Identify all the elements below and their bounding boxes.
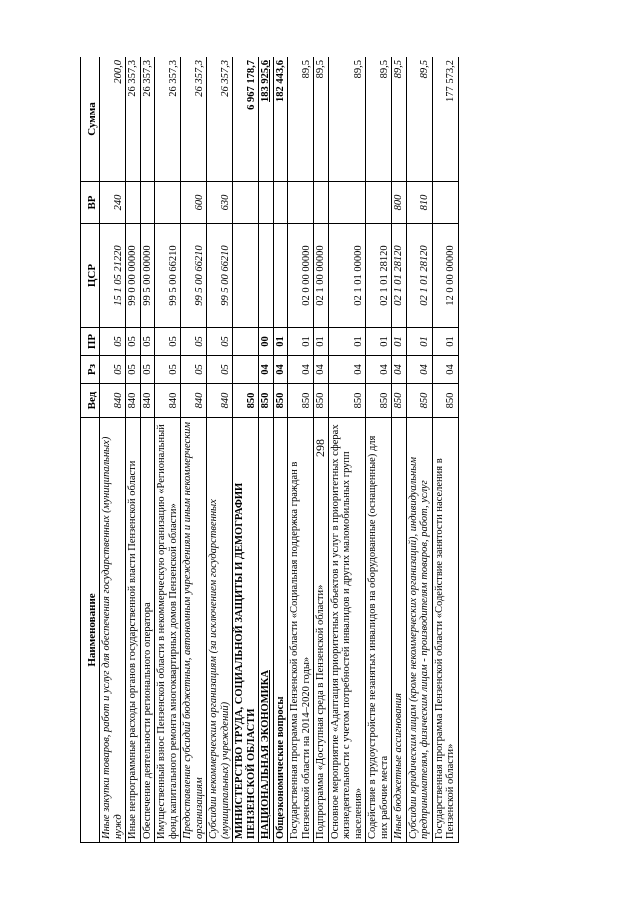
- cell-sum: 183 925,6: [259, 57, 274, 182]
- cell-name: Иные непрограммные расходы органов государственной власти Пензенской области: [126, 418, 141, 843]
- cell-sum: 26 357,3: [126, 57, 141, 182]
- cell-name: Предоставление субсидий бюджетным, автономным учреждениям и иным некоммерческим организациям: [181, 418, 207, 843]
- cell-vr: [314, 182, 329, 224]
- cell-csr: 99 5 00 66210: [207, 224, 233, 328]
- rotated-table-area: [80, 57, 633, 843]
- cell-vr: [328, 182, 366, 224]
- table-header-row: [81, 57, 100, 843]
- cell-sum: 89,5: [314, 57, 329, 182]
- cell-name: Государственная программа Пензенской области «Социальная поддержка граждан в Пензенской области на 2014–2020 годы»: [288, 418, 314, 843]
- cell-csr: 02 1 00 00000: [314, 224, 329, 328]
- cell-vr: 600: [181, 182, 207, 224]
- table-row: [273, 57, 288, 843]
- cell-sum: 26 357,3: [207, 57, 233, 182]
- table-body: [100, 57, 459, 843]
- cell-name: Обеспечение деятельности регионального оператора: [140, 418, 155, 843]
- table-row: [207, 57, 233, 843]
- cell-name: Субсидии юридическим лицам (кроме некоммерческих организаций), индивидуальным предпринимателям, физическим лицам - производителям товаров, работ, услуг: [406, 418, 432, 843]
- cell-rz: 05: [155, 356, 181, 384]
- cell-ved: 850: [273, 384, 288, 418]
- cell-pr: 01: [406, 328, 432, 356]
- table-row: [366, 57, 392, 843]
- table-row: [100, 57, 126, 843]
- cell-csr: 02 1 01 00000: [328, 224, 366, 328]
- cell-vr: [140, 182, 155, 224]
- cell-sum: 6 967 178,7: [233, 57, 259, 182]
- cell-pr: 05: [155, 328, 181, 356]
- cell-rz: 04: [366, 356, 392, 384]
- cell-csr: 99 5 00 66210: [155, 224, 181, 328]
- table-row: [140, 57, 155, 843]
- cell-sum: 200,0: [100, 57, 126, 182]
- cell-vr: 240: [100, 182, 126, 224]
- table-row: [155, 57, 181, 843]
- cell-ved: 850: [406, 384, 432, 418]
- cell-csr: 15 1 05 21220: [100, 224, 126, 328]
- cell-pr: 01: [288, 328, 314, 356]
- cell-rz: 04: [406, 356, 432, 384]
- cell-rz: 05: [100, 356, 126, 384]
- cell-vr: 630: [207, 182, 233, 224]
- header-name: Наименование: [81, 418, 100, 843]
- cell-csr: [259, 224, 274, 328]
- cell-sum: 26 357,3: [181, 57, 207, 182]
- page-number: 298: [313, 439, 327, 457]
- cell-rz: 04: [432, 356, 458, 384]
- cell-pr: 01: [432, 328, 458, 356]
- cell-csr: 02 0 00 00000: [288, 224, 314, 328]
- cell-csr: [273, 224, 288, 328]
- cell-ved: 840: [100, 384, 126, 418]
- cell-sum: 89,5: [392, 57, 407, 182]
- cell-sum: 177 573,2: [432, 57, 458, 182]
- cell-csr: 02 1 01 28120: [406, 224, 432, 328]
- table-row: [392, 57, 407, 843]
- cell-ved: 850: [259, 384, 274, 418]
- header-ved: Вед: [81, 384, 100, 418]
- cell-ved: 840: [126, 384, 141, 418]
- cell-vr: [273, 182, 288, 224]
- cell-rz: 05: [207, 356, 233, 384]
- cell-ved: 850: [432, 384, 458, 418]
- table-row: [181, 57, 207, 843]
- header-sum: Сумма: [81, 57, 100, 182]
- header-rz: Рз: [81, 356, 100, 384]
- cell-rz: [233, 356, 259, 384]
- cell-csr: 99 5 00 00000: [140, 224, 155, 328]
- cell-pr: 01: [273, 328, 288, 356]
- cell-ved: 850: [314, 384, 329, 418]
- cell-ved: 850: [328, 384, 366, 418]
- table-row: [259, 57, 274, 843]
- cell-vr: [432, 182, 458, 224]
- cell-rz: 04: [259, 356, 274, 384]
- cell-sum: 89,5: [288, 57, 314, 182]
- cell-ved: 850: [366, 384, 392, 418]
- cell-ved: 840: [140, 384, 155, 418]
- cell-pr: 05: [100, 328, 126, 356]
- cell-ved: 850: [233, 384, 259, 418]
- table-row: [233, 57, 259, 843]
- cell-name: Государственная программа Пензенской области «Содействие занятости населения в Пензенской области»: [432, 418, 458, 843]
- cell-csr: [233, 224, 259, 328]
- cell-name: Подпрограмма «Доступная среда в Пензенской области»: [314, 418, 329, 843]
- cell-vr: [126, 182, 141, 224]
- cell-ved: 850: [392, 384, 407, 418]
- cell-pr: 01: [392, 328, 407, 356]
- cell-pr: 05: [126, 328, 141, 356]
- cell-vr: [259, 182, 274, 224]
- cell-pr: 01: [314, 328, 329, 356]
- cell-rz: 04: [314, 356, 329, 384]
- cell-vr: [366, 182, 392, 224]
- cell-sum: 89,5: [406, 57, 432, 182]
- cell-name: Содействие в трудоустройстве незанятых инвалидов на оборудованные (оснащенные) для них рабочие места: [366, 418, 392, 843]
- cell-name: Иные закупки товаров, работ и услуг для обеспечения государственных (муниципальных) нужд: [100, 418, 126, 843]
- cell-vr: 800: [392, 182, 407, 224]
- cell-rz: 05: [181, 356, 207, 384]
- table-row: [432, 57, 458, 843]
- cell-rz: 04: [288, 356, 314, 384]
- cell-ved: 840: [155, 384, 181, 418]
- table-row: [328, 57, 366, 843]
- cell-pr: [233, 328, 259, 356]
- budget-table: [80, 57, 459, 843]
- cell-ved: 850: [288, 384, 314, 418]
- cell-ved: 840: [181, 384, 207, 418]
- cell-rz: 04: [273, 356, 288, 384]
- cell-name: НАЦИОНАЛЬНАЯ ЭКОНОМИКА: [259, 418, 274, 843]
- cell-sum: 26 357,3: [155, 57, 181, 182]
- cell-rz: 04: [328, 356, 366, 384]
- cell-sum: 89,5: [328, 57, 366, 182]
- cell-vr: [288, 182, 314, 224]
- cell-name: МИНИСТЕРСТВО ТРУДА, СОЦИАЛЬНОЙ ЗАЩИТЫ И ДЕМОГРАФИИ ПЕНЗЕНСКОЙ ОБЛАСТИ: [233, 418, 259, 843]
- header-vr: ВР: [81, 182, 100, 224]
- cell-vr: [155, 182, 181, 224]
- cell-name: Иные бюджетные ассигнования: [392, 418, 407, 843]
- table-row: [406, 57, 432, 843]
- cell-pr: 05: [140, 328, 155, 356]
- cell-name: Имущественный взнос Пензенской области в некоммерческую организацию «Региональный фонд капитального ремонта многоквартирных домов Пензенской области»: [155, 418, 181, 843]
- cell-name: Основное мероприятие «Адаптация приоритетных объектов и услуг в приоритетных сферах жизнедеятельности с учетом потребностей инвалидов и других маломобильных групп населения»: [328, 418, 366, 843]
- cell-vr: [233, 182, 259, 224]
- cell-sum: 182 443,6: [273, 57, 288, 182]
- cell-pr: 05: [181, 328, 207, 356]
- cell-csr: 99 0 00 00000: [126, 224, 141, 328]
- cell-ved: 840: [207, 384, 233, 418]
- cell-csr: 02 1 01 28120: [392, 224, 407, 328]
- header-csr: ЦСР: [81, 224, 100, 328]
- cell-pr: 01: [328, 328, 366, 356]
- cell-rz: 05: [126, 356, 141, 384]
- cell-name: Общеэкономические вопросы: [273, 418, 288, 843]
- table-row: [126, 57, 141, 843]
- cell-csr: 12 0 00 00000: [432, 224, 458, 328]
- cell-sum: 26 357,3: [140, 57, 155, 182]
- cell-name: Субсидии некоммерческим организациям (за исключением государственных (муниципальных) учреждений): [207, 418, 233, 843]
- cell-csr: 99 5 00 66210: [181, 224, 207, 328]
- cell-pr: 01: [366, 328, 392, 356]
- cell-rz: 05: [140, 356, 155, 384]
- cell-sum: 89,5: [366, 57, 392, 182]
- table-row: [288, 57, 314, 843]
- cell-pr: 05: [207, 328, 233, 356]
- header-pr: ПР: [81, 328, 100, 356]
- table-row: [314, 57, 329, 843]
- cell-vr: 810: [406, 182, 432, 224]
- cell-csr: 02 1 01 28120: [366, 224, 392, 328]
- cell-rz: 04: [392, 356, 407, 384]
- cell-pr: 00: [259, 328, 274, 356]
